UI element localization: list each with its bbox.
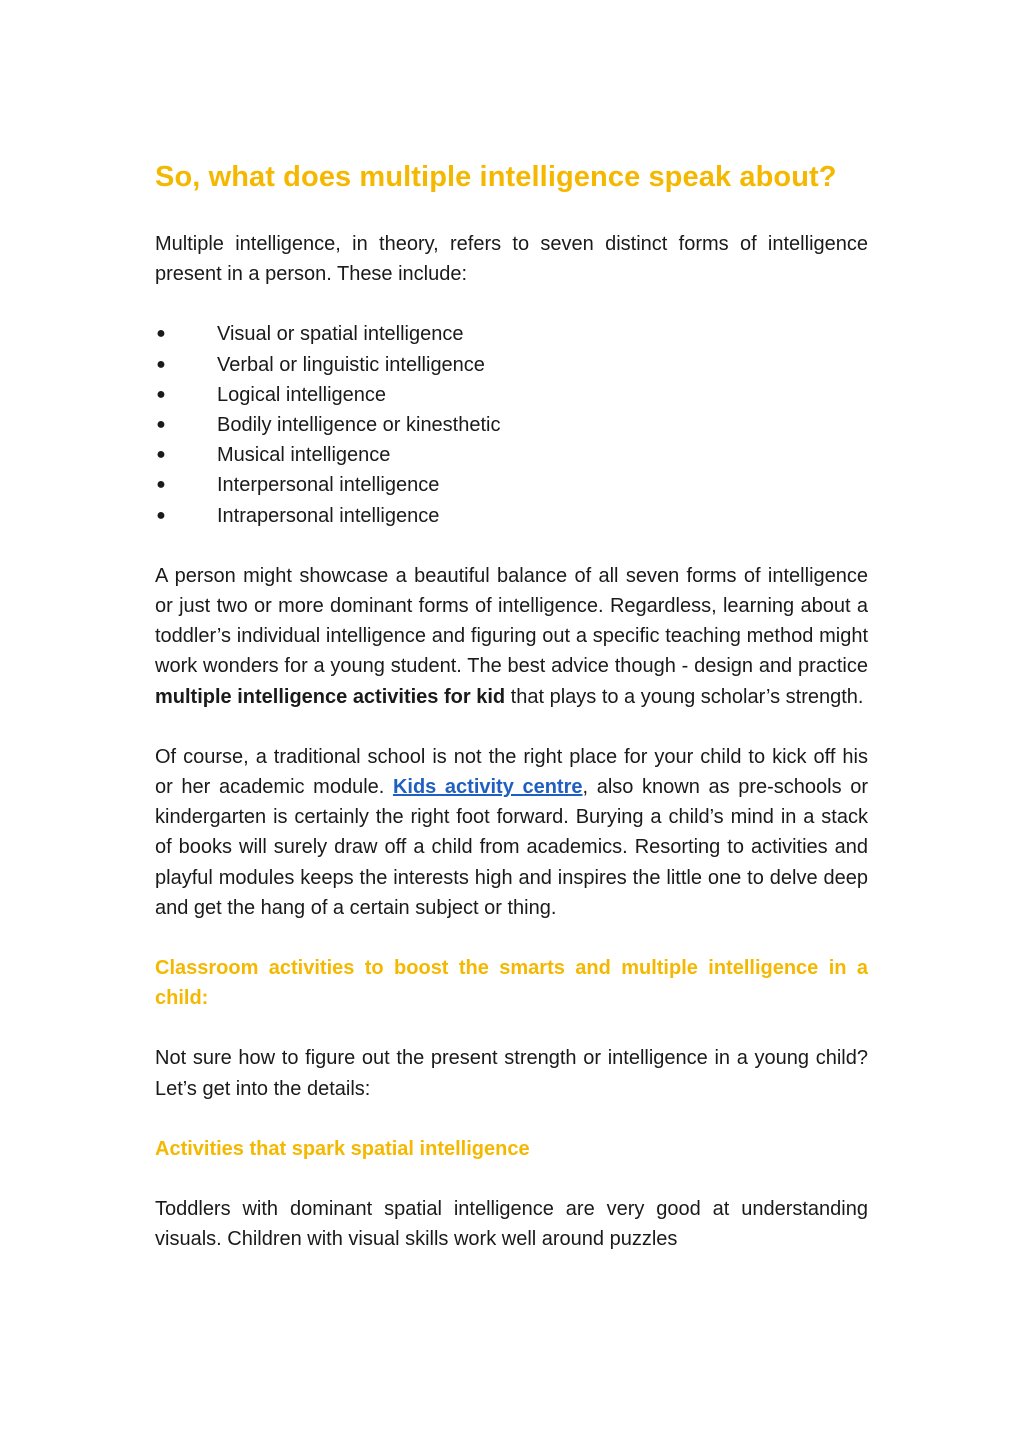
list-item-text: Interpersonal intelligence	[217, 474, 440, 497]
school-text-start: Of course, a traditional school is not the right place for your child to kick off his or her academic module.	[155, 745, 868, 799]
bullet-icon: ●	[156, 325, 166, 343]
school-text-end: , also known as pre-schools or kindergarten is certainly the right foot forward. Burying a child’s mind in a stack of books will surely draw off a child from academics. Resorting to activities and playful modules keeps the interests high and inspires the little one to delve deep and get the hang of a certain subject or thing.	[155, 776, 868, 919]
kids-activity-centre-link[interactable]: Kids activity centre	[392, 776, 583, 799]
spacer	[155, 1104, 868, 1134]
list-item	[155, 470, 868, 500]
bullet-icon: ●	[156, 476, 166, 494]
list-item-text: Logical intelligence	[217, 383, 387, 406]
bullet-icon: ●	[156, 506, 166, 524]
list-item	[155, 501, 868, 531]
list-item-text: Musical intelligence	[217, 444, 391, 467]
details-paragraph: Not sure how to figure out the present strength or intelligence in a young child? Let’s get into the details:	[155, 1047, 868, 1100]
list-item	[155, 350, 868, 380]
bullet-icon: ●	[156, 355, 166, 373]
bullet-icon: ●	[156, 385, 166, 403]
balance-paragraph	[155, 561, 868, 712]
spacer	[155, 1164, 868, 1194]
document-page	[155, 155, 868, 1254]
spacer	[155, 712, 868, 742]
spacer	[155, 1013, 868, 1043]
bullet-icon: ●	[156, 416, 166, 434]
balance-text-end: that plays to a young scholar’s strength.	[505, 685, 864, 708]
list-item-text: Intrapersonal intelligence	[217, 504, 440, 527]
spacer	[155, 923, 868, 953]
spacer	[155, 531, 868, 561]
page-title: So, what does multiple intelligence speak about?	[155, 161, 837, 193]
spacer	[155, 289, 868, 319]
intelligence-list	[155, 319, 868, 530]
list-item	[155, 380, 868, 410]
list-item-text: Verbal or linguistic intelligence	[217, 353, 485, 376]
list-item	[155, 440, 868, 470]
list-item-text: Bodily intelligence or kinesthetic	[217, 414, 501, 437]
spatial-paragraph: Toddlers with dominant spatial intelligence are very good at understanding visuals. Children with visual skills work well around puzzles	[155, 1198, 868, 1251]
intro-paragraph: Multiple intelligence, in theory, refers to seven distinct forms of intelligence present in a person. These include:	[155, 233, 868, 286]
bullet-icon: ●	[156, 446, 166, 464]
list-item	[155, 319, 868, 349]
list-item-text: Visual or spatial intelligence	[217, 323, 464, 346]
balance-text-start: A person might showcase a beautiful balance of all seven forms of intelligence or just two or more dominant forms of intelligence. Regardless, learning about a toddler’s individual intelligence and figuring out a specific teaching method might work wonders for a young student. The best advice though - design and practice	[155, 564, 868, 678]
list-item	[155, 410, 868, 440]
spatial-heading: Activities that spark spatial intelligence	[155, 1137, 530, 1160]
school-paragraph	[155, 742, 868, 923]
balance-bold-phrase: multiple intelligence activities for kid	[155, 685, 506, 708]
classroom-heading: Classroom activities to boost the smarts and multiple intelligence in a child:	[155, 957, 868, 1010]
